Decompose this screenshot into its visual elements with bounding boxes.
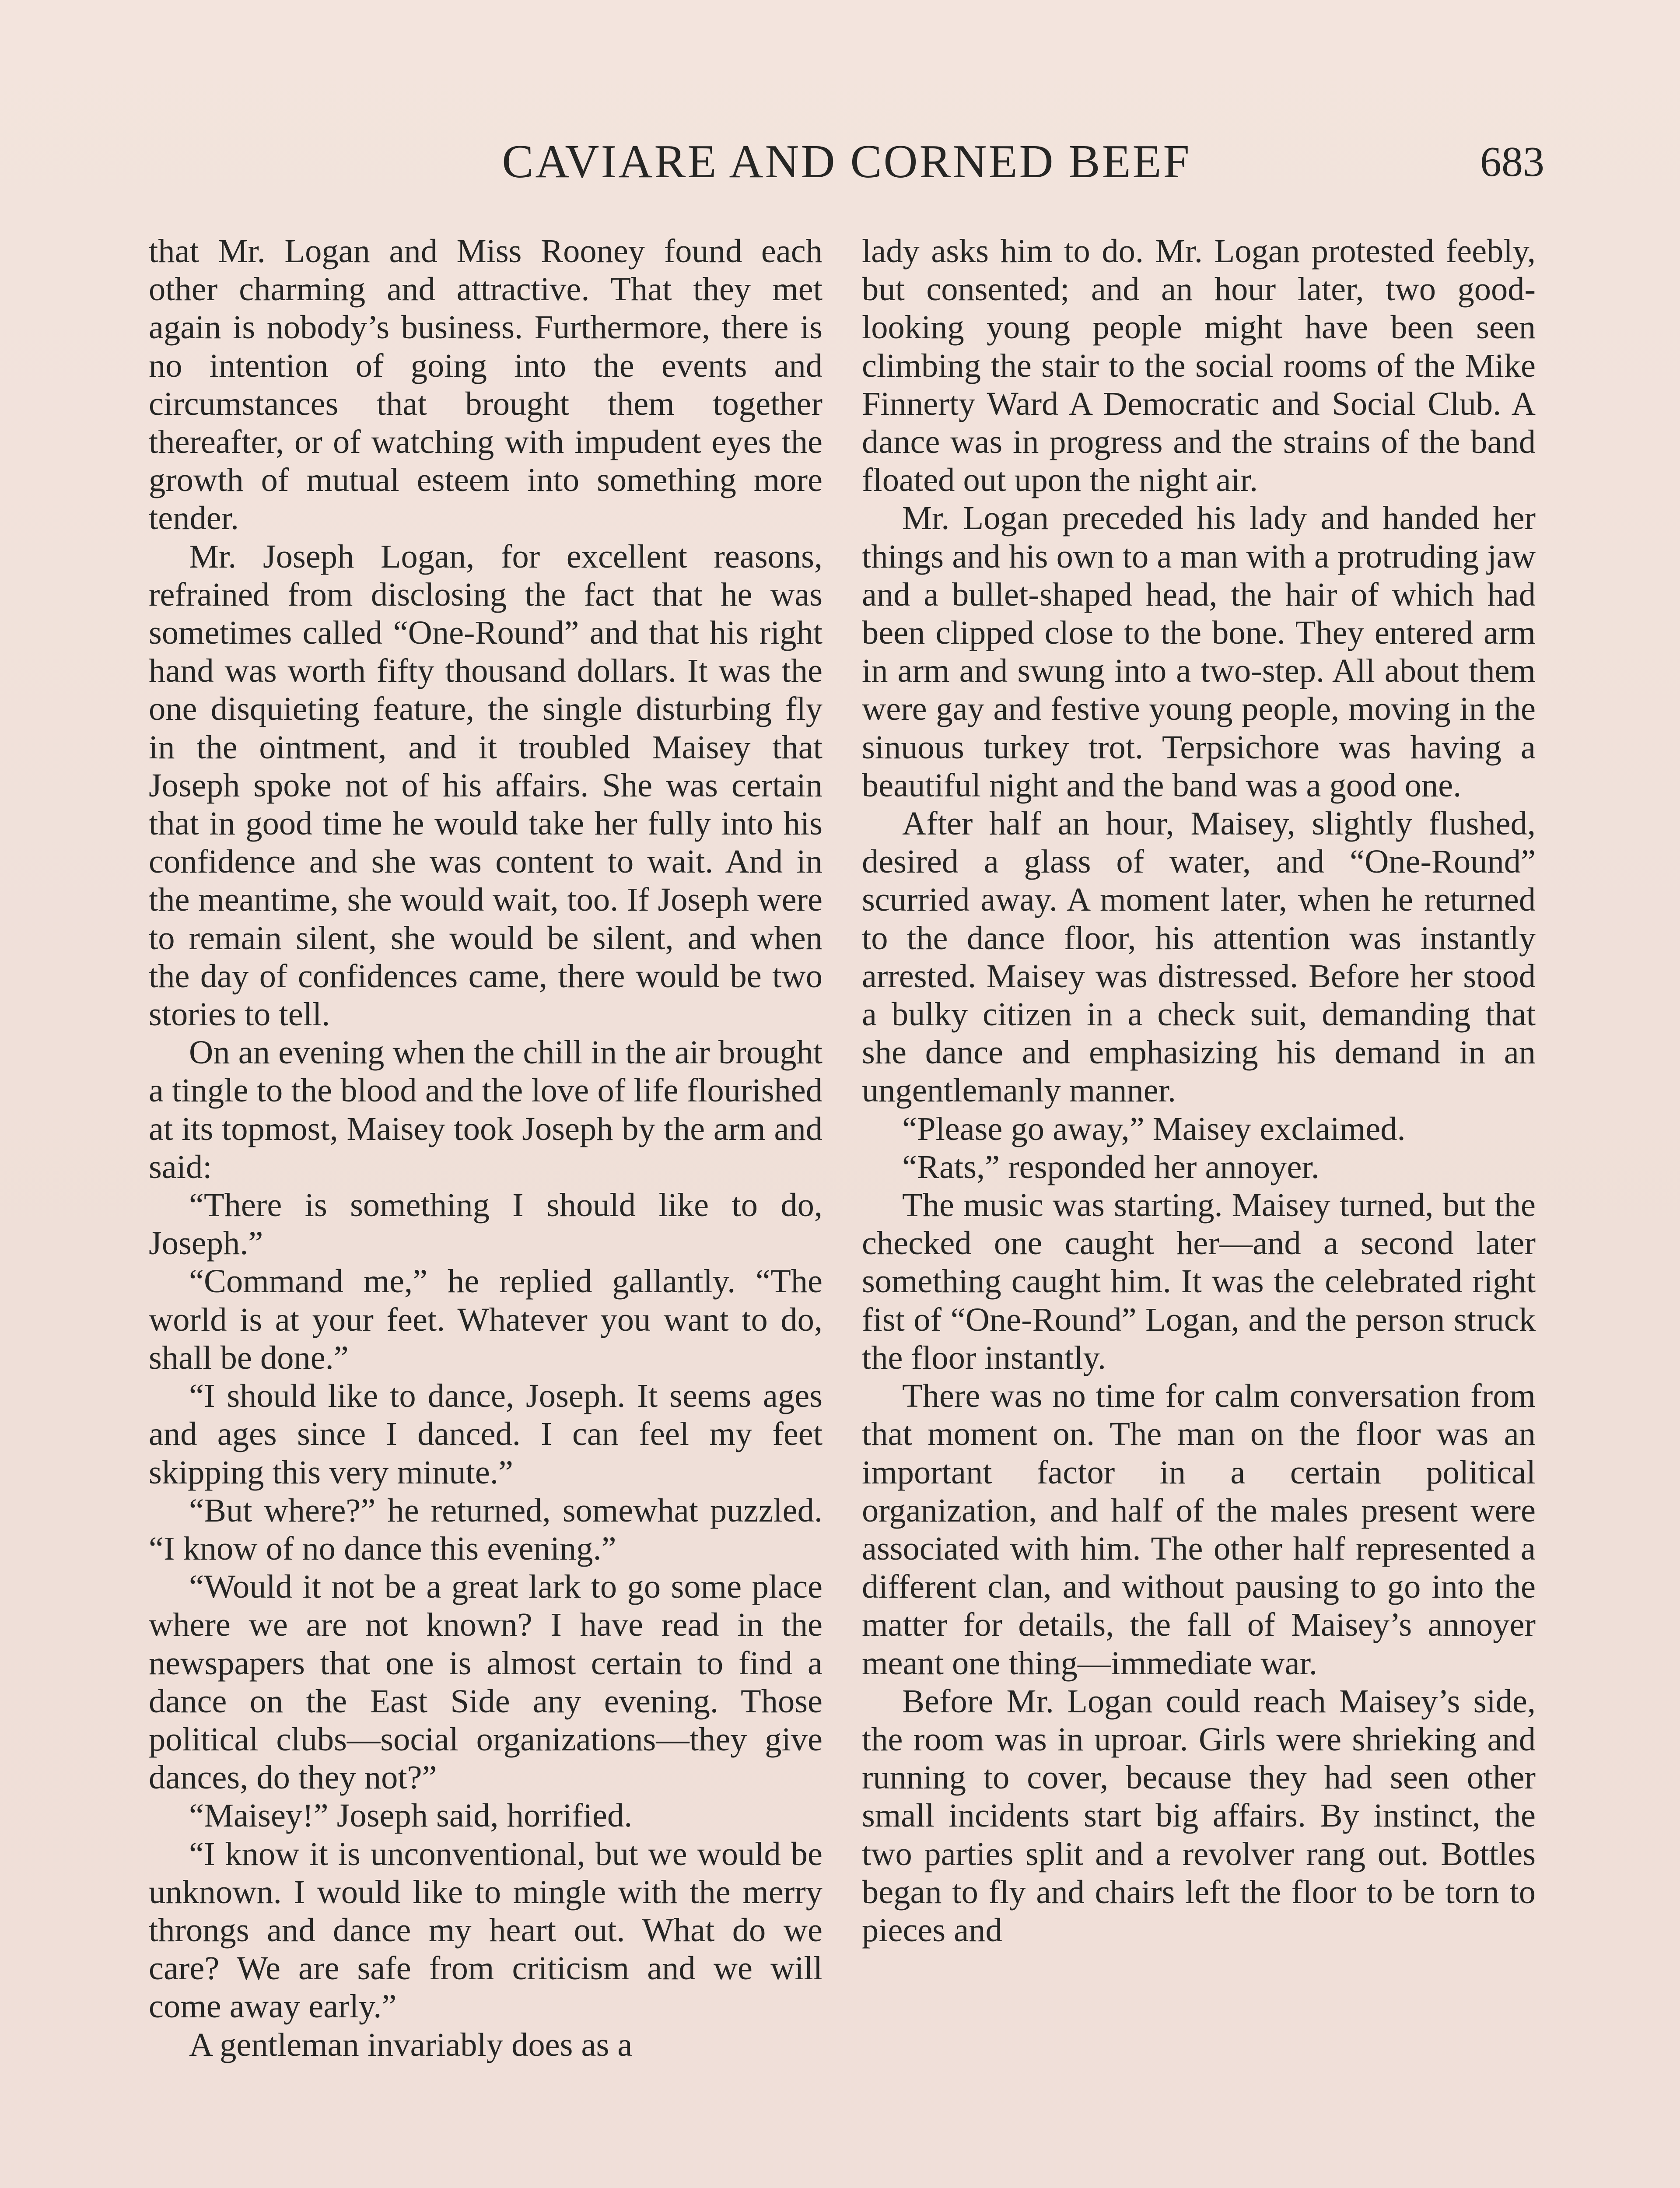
paragraph: Mr. Logan preceded his lady and handed her things and his own to a man with a protruding jaw and a bullet-shaped head, the hair of which had been clipped close to the bone. They entered arm in arm and swung into a two-step. All about them were gay and festive young people, moving in the sinuous turkey trot. Terpsichore was having a beautiful night and the band was a good one. bbox=[862, 499, 1536, 804]
paragraph: that Mr. Logan and Miss Rooney found each other charming and attractive. That they met again is nobody’s business. Furthermore, there is no intention of going into the events and circumstances that brought them together thereafter, or of watching with impudent eyes the growth of mutual esteem into something more tender. bbox=[149, 232, 822, 537]
paragraph: “But where?” he returned, somewhat puzzled. “I know of no dance this evening.” bbox=[149, 1491, 822, 1567]
paragraph: “Please go away,” Maisey exclaimed. bbox=[902, 1110, 1406, 1147]
paragraph: “Rats,” responded her annoyer. bbox=[902, 1148, 1320, 1185]
paragraph: “I know it is unconventional, but we would be unknown. I would like to mingle with the merry throngs and dance my heart out. What do we care? We are safe from criticism and we will come away early.” bbox=[149, 1835, 822, 2025]
right-column bbox=[862, 232, 1536, 2188]
paragraph: “Would it not be a great lark to go some place where we are not known? I have read in the newspapers that one is almost certain to find a dance on the East Side any evening. Those political clubs—social organizations—they give dances, do they not?” bbox=[149, 1568, 822, 1796]
paragraph: “There is something I should like to do, Joseph.” bbox=[149, 1186, 822, 1262]
paragraph: “Maisey!” Joseph said, horrified. bbox=[189, 1797, 633, 1834]
paragraph: After half an hour, Maisey, slightly flushed, desired a glass of water, and “One-Round” scurried away. A moment later, when he returned to the dance floor, his attention was instantly arrested. Maisey was distressed. Before her stood a bulky citizen in a check suit, demanding that she dance and emphasizing his demand in an ungentlemanly manner. bbox=[862, 805, 1536, 1109]
paragraph: Mr. Joseph Logan, for excellent reasons, refrained from disclosing the fact that he was sometimes called “One-Round” and that his right hand was worth fifty thousand dollars. It was the one disquieting feature, the single disturbing fly in the ointment, and it troubled Maisey that Joseph spoke not of his affairs. She was certain that in good time he would take her fully into his confidence and she was content to wait. And in the meantime, she would wait, too. If Joseph were to remain silent, she would be silent, and when the day of confidences came, there would be two stories to tell. bbox=[149, 537, 822, 1033]
paragraph: On an evening when the chill in the air brought a tingle to the blood and the love of life flourished at its topmost, Maisey took Joseph by the arm and said: bbox=[149, 1034, 822, 1185]
paragraph: There was no time for calm conversation from that moment on. The man on the floor was an important factor in a certain political organization, and half of the males present were associated with him. The other half represented a different clan, and without pausing to go into the matter for details, the fall of Maisey’s annoyer meant one thing—immediate war. bbox=[862, 1377, 1536, 1682]
left-column bbox=[149, 232, 822, 2188]
page-header bbox=[149, 131, 1544, 193]
running-title: CAVIARE AND CORNED BEEF bbox=[502, 136, 1191, 188]
paragraph: “Command me,” he replied gallantly. “The world is at your feet. Whatever you want to do, shall be done.” bbox=[149, 1262, 822, 1376]
paragraph: “I should like to dance, Joseph. It seems ages and ages since I danced. I can feel my feet skipping this very minute.” bbox=[149, 1377, 822, 1491]
paragraph: lady asks him to do. Mr. Logan protested feebly, but consented; and an hour later, two good-looking young people might have been seen climbing the stair to the social rooms of the Mike Finnerty Ward A Democratic and Social Club. A dance was in progress and the strains of the band floated out upon the night air. bbox=[862, 232, 1536, 499]
paragraph: A gentleman invariably does as a bbox=[189, 2026, 633, 2063]
paragraph: Before Mr. Logan could reach Maisey’s side, the room was in uproar. Girls were shrieking and running to cover, because they had seen other small incidents start big affairs. By instinct, the two parties split and a revolver rang out. Bottles began to fly and chairs left the floor to be torn to pieces and bbox=[862, 1682, 1536, 1949]
paragraph: The music was starting. Maisey turned, but the checked one caught her—and a second later something caught him. It was the celebrated right fist of “One-Round” Logan, and the person struck the floor instantly. bbox=[862, 1186, 1536, 1376]
page-number: 683 bbox=[1480, 138, 1544, 186]
